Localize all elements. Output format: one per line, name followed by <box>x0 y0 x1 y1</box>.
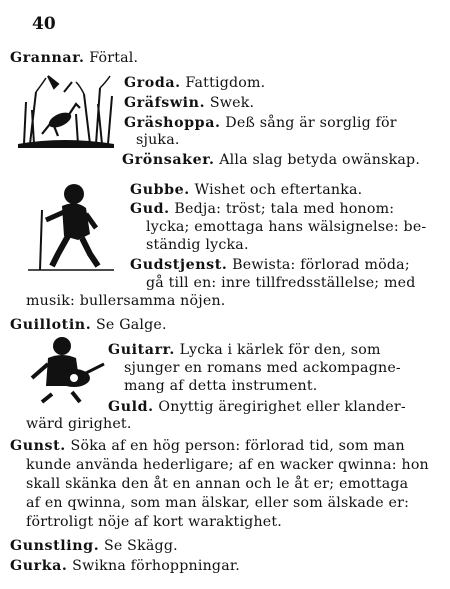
definition: Wishet och eftertanka. <box>189 182 363 198</box>
entry-gudstjenst <box>130 257 410 273</box>
definition: Söka af en hög person: förlorad tid, som man <box>65 438 405 454</box>
definition: Swek. <box>205 95 255 111</box>
definition-continued: gå till en: inre tillfredsställelse; med <box>146 275 416 291</box>
definition-continued: sjunger en romans med ackompagne- <box>124 360 401 376</box>
headword: Gräshoppa. <box>124 115 221 131</box>
definition-continued: förtroligt nöje af kort waraktighet. <box>26 514 283 530</box>
entry-guld <box>108 399 406 415</box>
headword: Guillotin. <box>10 317 92 333</box>
entry-guitarr <box>108 342 381 358</box>
entry-grannar <box>10 50 138 66</box>
definition-continued: lycka; emottaga hans wälsignelse: be- <box>146 219 427 235</box>
entry-gud <box>130 201 394 217</box>
definition: Se Skägg. <box>99 538 178 554</box>
definition-continued: sjuka. <box>136 132 180 148</box>
page-number: 40 <box>32 14 56 34</box>
entry-gronsaker <box>122 152 420 168</box>
guitar-player-illustration <box>22 334 106 404</box>
definition: Se Galge. <box>91 317 167 333</box>
definition-continued: af en qwinna, som man älskar, eller som älskade er: <box>26 495 410 511</box>
headword: Groda. <box>124 75 181 91</box>
headword: Grönsaker. <box>122 152 215 168</box>
old-man-walking-illustration <box>24 180 118 272</box>
headword: Guitarr. <box>108 342 175 358</box>
headword: Guld. <box>108 399 154 415</box>
entry-gubbe <box>130 182 362 198</box>
headword: Gunst. <box>10 438 66 454</box>
definition: Bewista: förlorad möda; <box>227 257 410 273</box>
definition: Deß sång är sorglig för <box>220 115 397 131</box>
definition: Lycka i kärlek för den, som <box>174 342 381 358</box>
definition: Förtal. <box>84 50 139 66</box>
definition-continued: skall skänka den åt en annan och le åt er; emottaga <box>26 476 409 492</box>
headword: Gunstling. <box>10 538 100 554</box>
entry-groda <box>124 75 265 91</box>
definition: Swikna förhoppningar. <box>67 558 240 574</box>
headword: Gurka. <box>10 558 68 574</box>
definition-continued: wärd girighet. <box>26 416 132 432</box>
definition-continued: kunde använda hederligare; af en wacker qwinna: hon <box>26 457 429 473</box>
entry-gunst <box>10 438 405 454</box>
entry-grafswin <box>124 95 254 111</box>
definition: Alla slag betyda owänskap. <box>214 152 421 168</box>
headword: Gubbe. <box>130 182 190 198</box>
definition: Fattigdom. <box>180 75 266 91</box>
definition-continued: musik: bullersamma nöjen. <box>26 293 226 309</box>
entry-gurka <box>10 558 240 574</box>
definition: Bedja: tröst; tala med honom: <box>169 201 395 217</box>
headword: Gräfswin. <box>124 95 206 111</box>
headword: Gudstjenst. <box>130 257 228 273</box>
entry-guillotin <box>10 317 167 333</box>
headword: Grannar. <box>10 50 85 66</box>
entry-gunstling <box>10 538 178 554</box>
definition-continued: ständig lycka. <box>146 237 249 253</box>
headword: Gud. <box>130 201 170 217</box>
entry-grashoppa <box>124 115 397 131</box>
definition: Onyttig äregirighet eller klander- <box>153 399 406 415</box>
definition-continued: mang af detta instrument. <box>124 378 318 394</box>
frog-reeds-illustration <box>14 74 118 148</box>
